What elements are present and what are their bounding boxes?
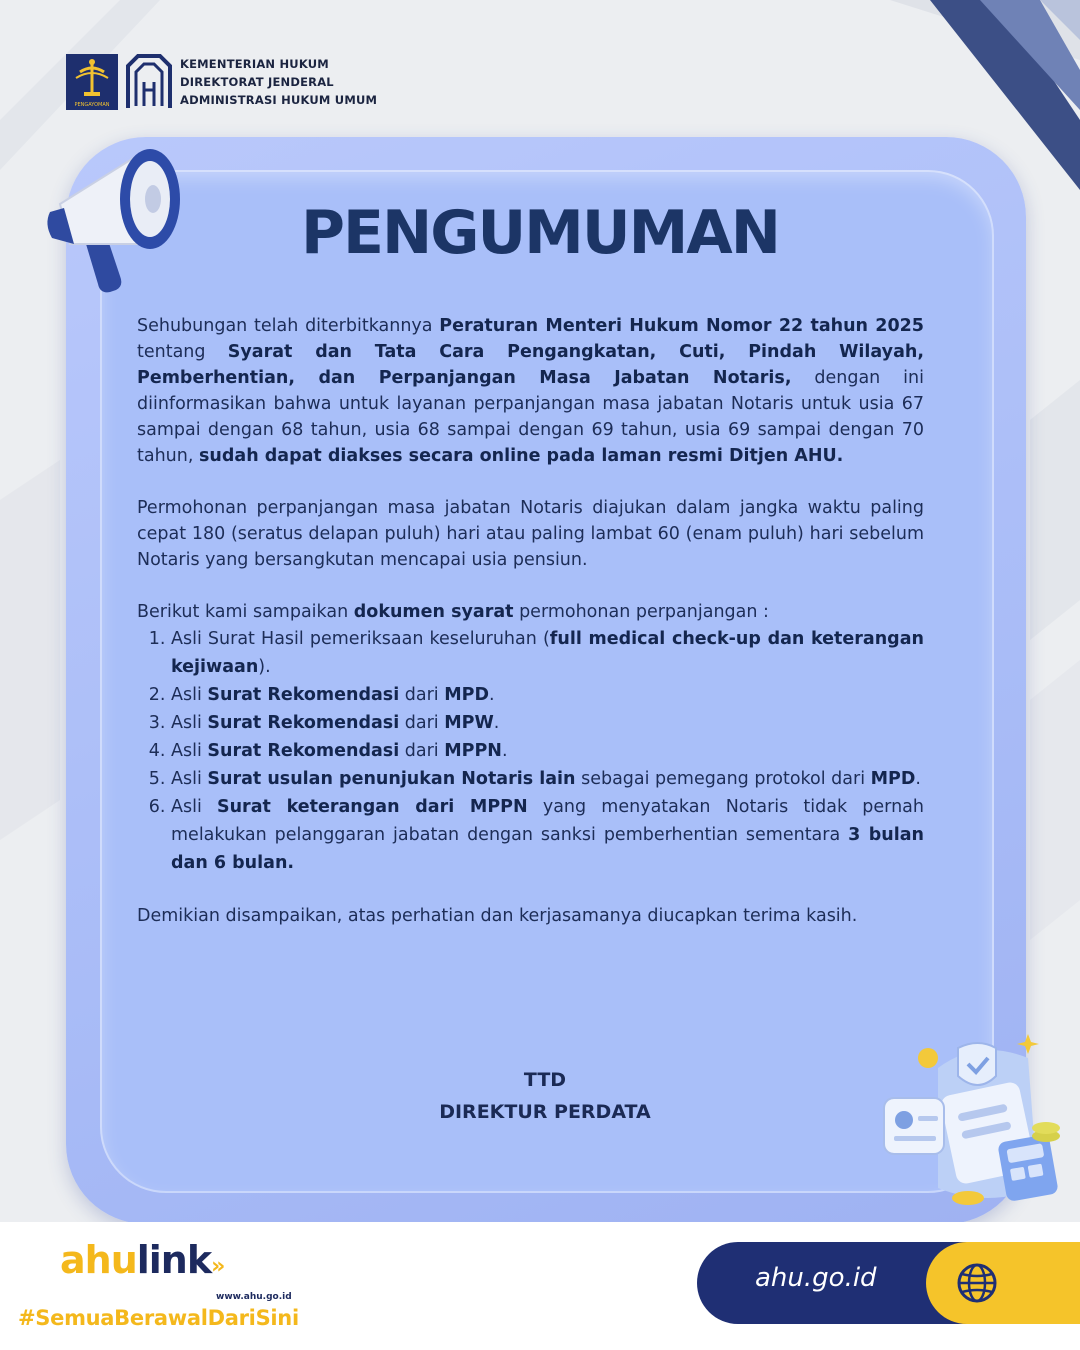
closing-paragraph: Demikian disampaikan, atas perhatian dan kerjasamanya diucapkan terima kasih. bbox=[137, 906, 858, 926]
list-item: 4. Asli Surat Rekomendasi dari MPPN. bbox=[171, 737, 924, 765]
list-item: 5. Asli Surat usulan penunjukan Notaris lain sebagai pemegang protokol dari MPD. bbox=[171, 765, 924, 793]
kemenkum-emblem-logo bbox=[66, 54, 118, 110]
org-line-1: KEMENTERIAN HUKUM bbox=[180, 57, 329, 71]
documents-illustration-icon bbox=[878, 1028, 1068, 1218]
ahu-logo bbox=[124, 52, 174, 112]
brand-link: link bbox=[136, 1238, 212, 1282]
brand-url[interactable]: www.ahu.go.id bbox=[216, 1292, 292, 1302]
requirements-intro: Berikut kami sampaikan dokumen syarat permohonan perpanjangan : bbox=[137, 602, 769, 622]
signature-block bbox=[345, 1064, 745, 1128]
hashtag: #SemuaBerawalDariSini bbox=[18, 1306, 299, 1330]
emblem-text: PENGAYOMAN bbox=[74, 102, 110, 108]
org-line-2: DIREKTORAT JENDERAL bbox=[180, 75, 334, 89]
organization-name bbox=[180, 55, 377, 109]
list-item: 1. Asli Surat Hasil pemeriksaan keseluruhan (full medical check-up dan keterangan kejiwaan). bbox=[171, 625, 924, 681]
header bbox=[66, 52, 377, 112]
list-item: 6. Asli Surat keterangan dari MPPN yang menyatakan Notaris tidak pernah melakukan pelanggaran jabatan dengan sanksi pemberhentian sementara 3 bulan dan 6 bulan. bbox=[171, 793, 924, 877]
signature-title: DIREKTUR PERDATA bbox=[439, 1101, 651, 1123]
website-link[interactable]: ahu.go.id bbox=[755, 1263, 877, 1293]
globe-icon bbox=[956, 1262, 998, 1304]
requirements-list bbox=[137, 625, 924, 877]
org-line-3: ADMINISTRASI HUKUM UMUM bbox=[180, 93, 378, 107]
ahulink-logo: ahulink» www.ahu.go.id bbox=[60, 1238, 292, 1302]
list-item: 3. Asli Surat Rekomendasi dari MPW. bbox=[171, 709, 924, 737]
globe-button[interactable] bbox=[926, 1242, 1080, 1324]
signature-ttd: TTD bbox=[523, 1069, 567, 1091]
paragraph-regulation: Sehubungan telah diterbitkannya Peraturan Menteri Hukum Nomor 22 tahun 2025 tentang Syarat dan Tata Cara Pengangkatan, Cuti, Pindah Wilayah, Pemberhentian, dan Perpanjangan Masa Jabatan Notaris, dengan ini diinformasikan bahwa untuk layanan perpanjangan masa jabatan Notaris untuk usia 67 sampai dengan 68 tahun, usia 68 sampai dengan 69 tahun, usia 69 sampai dengan 70 tahun, sudah dapat diakses secara online pada laman resmi Ditjen AHU. bbox=[137, 316, 925, 466]
page-title: PENGUMUMAN bbox=[301, 198, 779, 268]
brand-ahu: ahu bbox=[60, 1238, 137, 1282]
announcement-body bbox=[137, 313, 924, 929]
list-item: 2. Asli Surat Rekomendasi dari MPD. bbox=[171, 681, 924, 709]
paragraph-timeframe: Permohonan perpanjangan masa jabatan Notaris diajukan dalam jangka waktu paling cepat 180 (seratus delapan puluh) hari atau paling lambat 60 (enam puluh) hari sebelum Notaris yang bersangkutan mencapai usia pensiun. bbox=[137, 498, 924, 570]
